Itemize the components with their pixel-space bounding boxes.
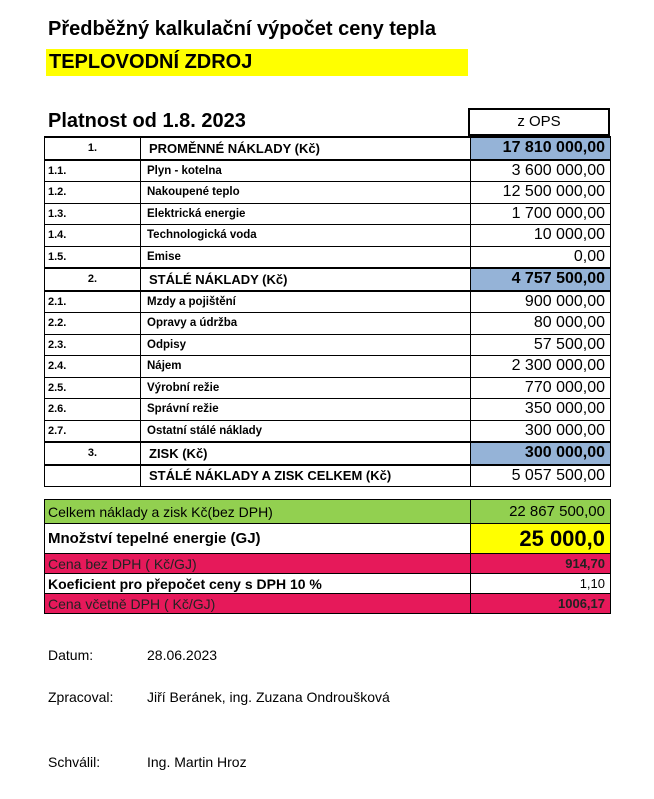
table-row [45, 465, 611, 487]
total-value: 22 867 500,00 [471, 500, 611, 524]
price-label: Cena bez DPH ( Kč/GJ) [45, 554, 471, 574]
row-label: Opravy a údržba [141, 313, 471, 335]
row-label: Výrobní režie [141, 377, 471, 399]
row-label: Nakoupené teplo [141, 182, 471, 204]
table-row [45, 334, 611, 356]
row-code: 3. [45, 442, 141, 465]
row-value: 770 000,00 [471, 377, 611, 399]
column-header-ops: z OPS [468, 108, 610, 136]
table-row [45, 356, 611, 378]
coefficient-label: Koeficient pro přepočet ceny s DPH 10 % [45, 574, 471, 594]
row-value: 300 000,00 [471, 420, 611, 442]
row-label: Odpisy [141, 334, 471, 356]
row-code: 2. [45, 268, 141, 291]
table-row [45, 182, 611, 204]
row-value: 0,00 [471, 246, 611, 268]
price-vat-row [45, 594, 611, 614]
row-code: 2.6. [45, 399, 141, 421]
table-row [45, 246, 611, 268]
row-code: 1.2. [45, 182, 141, 204]
row-value: 4 757 500,00 [471, 268, 611, 291]
row-label: Technologická voda [141, 225, 471, 247]
row-code: 1.5. [45, 246, 141, 268]
row-code [45, 465, 141, 487]
row-value: 12 500 000,00 [471, 182, 611, 204]
row-label: Ostatní stálé náklady [141, 420, 471, 442]
row-value: 17 810 000,00 [471, 137, 611, 160]
row-label: Mzdy a pojištění [141, 291, 471, 313]
table-row [45, 203, 611, 225]
table-row [45, 291, 611, 313]
quantity-value: 25 000,0 [471, 524, 611, 554]
row-code: 2.5. [45, 377, 141, 399]
table-row [45, 160, 611, 182]
row-value: 1 700 000,00 [471, 203, 611, 225]
row-label: ZISK (Kč) [141, 442, 471, 465]
price-value: 914,70 [471, 554, 611, 574]
row-code: 1.4. [45, 225, 141, 247]
table-row [45, 399, 611, 421]
summary-table [44, 499, 611, 614]
date-value: 28.06.2023 [147, 647, 218, 663]
price-row [45, 554, 611, 574]
document-title: Předběžný kalkulační výpočet ceny tepla [48, 18, 436, 40]
row-code: 1.3. [45, 203, 141, 225]
row-value: 10 000,00 [471, 225, 611, 247]
row-code: 2.2. [45, 313, 141, 335]
price-vat-value: 1006,17 [471, 594, 611, 614]
row-label: STÁLÉ NÁKLADY (Kč) [141, 268, 471, 291]
row-code: 2.7. [45, 420, 141, 442]
row-label: Nájem [141, 356, 471, 378]
total-label: Celkem náklady a zisk Kč(bez DPH) [45, 500, 471, 524]
row-label: Emise [141, 246, 471, 268]
row-label: PROMĚNNÉ NÁKLADY (Kč) [141, 137, 471, 160]
row-code: 2.4. [45, 356, 141, 378]
coefficient-row [45, 574, 611, 594]
table-row [45, 137, 611, 160]
cost-table [44, 136, 611, 487]
coefficient-value: 1,10 [471, 574, 611, 594]
row-value: 5 057 500,00 [471, 465, 611, 487]
table-row [45, 268, 611, 291]
row-label: Správní režie [141, 399, 471, 421]
row-label: Elektrická energie [141, 203, 471, 225]
price-vat-label: Cena včetně DPH ( Kč/GJ) [45, 594, 471, 614]
row-label: Plyn - kotelna [141, 160, 471, 182]
table-row [45, 377, 611, 399]
approver-label: Schválil: [48, 754, 101, 770]
row-code: 2.3. [45, 334, 141, 356]
row-value: 350 000,00 [471, 399, 611, 421]
approver-value: Ing. Martin Hroz [147, 754, 247, 770]
total-row [45, 500, 611, 524]
table-row [45, 420, 611, 442]
row-value: 2 300 000,00 [471, 356, 611, 378]
table-row [45, 313, 611, 335]
document-subtitle: TEPLOVODNÍ ZDROJ [46, 49, 468, 76]
table-row [45, 225, 611, 247]
row-value: 900 000,00 [471, 291, 611, 313]
row-label: STÁLÉ NÁKLADY A ZISK CELKEM (Kč) [141, 465, 471, 487]
row-code: 2.1. [45, 291, 141, 313]
row-value: 80 000,00 [471, 313, 611, 335]
validity-date: Platnost od 1.8. 2023 [48, 110, 246, 132]
quantity-row [45, 524, 611, 554]
row-code: 1.1. [45, 160, 141, 182]
table-row [45, 442, 611, 465]
row-value: 57 500,00 [471, 334, 611, 356]
author-label: Zpracoval: [48, 689, 114, 705]
row-value: 300 000,00 [471, 442, 611, 465]
row-value: 3 600 000,00 [471, 160, 611, 182]
row-code: 1. [45, 137, 141, 160]
date-label: Datum: [48, 647, 94, 663]
author-value: Jiří Beránek, ing. Zuzana Ondroušková [147, 689, 390, 705]
quantity-label: Množství tepelné energie (GJ) [45, 524, 471, 554]
